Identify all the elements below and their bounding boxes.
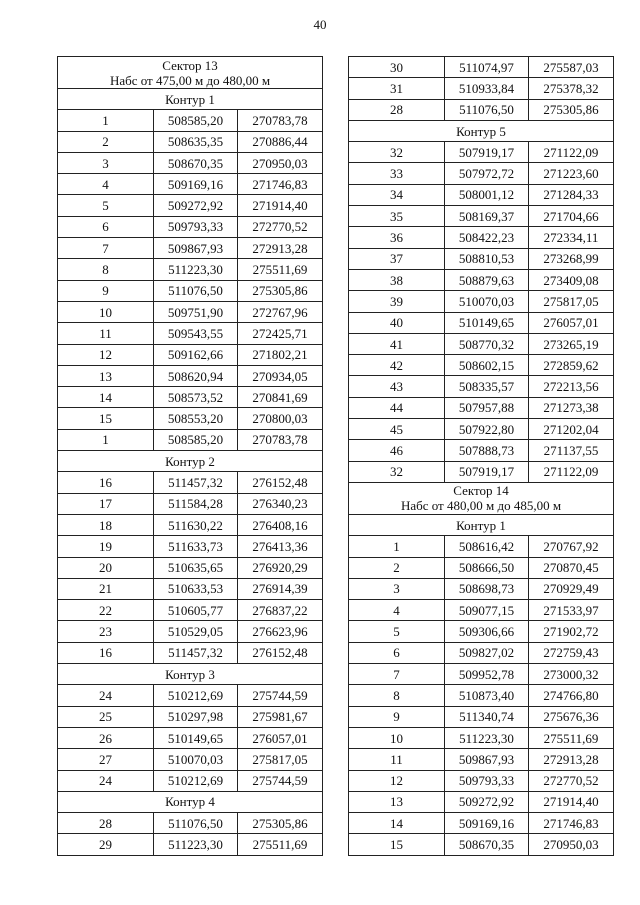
table-row — [58, 131, 323, 152]
point-number-cell: 41 — [349, 333, 445, 354]
coordinate-x-cell: 508169,37 — [445, 206, 529, 227]
table-row — [58, 472, 323, 493]
point-number-cell: 15 — [58, 408, 154, 429]
point-number-cell: 30 — [349, 57, 445, 78]
coordinate-y-cell: 275305,86 — [238, 280, 323, 301]
table-row — [349, 269, 614, 290]
point-number-cell: 31 — [349, 78, 445, 99]
coordinate-y-cell: 270870,45 — [529, 557, 614, 578]
point-number-cell: 29 — [58, 834, 154, 855]
coordinate-x-cell: 508602,15 — [445, 355, 529, 376]
coordinate-x-cell: 510633,53 — [154, 578, 238, 599]
coordinate-y-cell: 272334,11 — [529, 227, 614, 248]
coordinate-x-cell: 507972,72 — [445, 163, 529, 184]
coordinate-y-cell: 271746,83 — [238, 174, 323, 195]
coordinate-x-cell: 507919,17 — [445, 461, 529, 482]
point-number-cell: 17 — [58, 493, 154, 514]
coordinate-y-cell: 271284,33 — [529, 184, 614, 205]
contour-header: Контур 1 — [58, 89, 323, 110]
table-row — [58, 727, 323, 748]
table-row — [349, 184, 614, 205]
table-row — [349, 791, 614, 812]
table-row — [58, 365, 323, 386]
coordinate-y-cell: 276340,23 — [238, 493, 323, 514]
table-row — [58, 323, 323, 344]
table-row — [58, 174, 323, 195]
coordinate-x-cell: 511076,50 — [445, 99, 529, 120]
table-row — [349, 99, 614, 120]
table-row — [349, 727, 614, 748]
coordinate-y-cell: 270934,05 — [238, 365, 323, 386]
coordinate-y-cell: 275817,05 — [238, 749, 323, 770]
point-number-cell: 42 — [349, 355, 445, 376]
table-row — [58, 408, 323, 429]
point-number-cell: 3 — [58, 152, 154, 173]
coordinate-y-cell: 273265,19 — [529, 333, 614, 354]
point-number-cell: 18 — [58, 514, 154, 535]
coordinate-x-cell: 509169,16 — [445, 813, 529, 834]
coordinate-x-cell: 510605,77 — [154, 600, 238, 621]
table-row — [349, 142, 614, 163]
coordinate-x-cell: 511223,30 — [154, 834, 238, 855]
point-number-cell: 7 — [58, 238, 154, 259]
table-row — [349, 536, 614, 557]
coordinate-y-cell: 275378,32 — [529, 78, 614, 99]
coordinate-x-cell: 509867,93 — [445, 749, 529, 770]
contour-header: Контур 4 — [58, 791, 323, 812]
contour-header: Контур 2 — [58, 451, 323, 472]
point-number-cell: 38 — [349, 269, 445, 290]
point-number-cell: 7 — [349, 664, 445, 685]
coordinate-x-cell: 508335,57 — [445, 376, 529, 397]
coordinate-y-cell: 272913,28 — [529, 749, 614, 770]
coordinate-x-cell: 509169,16 — [154, 174, 238, 195]
point-number-cell: 23 — [58, 621, 154, 642]
coordinate-x-cell: 511630,22 — [154, 514, 238, 535]
table-row — [349, 291, 614, 312]
table-row — [349, 685, 614, 706]
table-row — [349, 376, 614, 397]
coordinate-y-cell: 276152,48 — [238, 642, 323, 663]
coordinate-y-cell: 270886,44 — [238, 131, 323, 152]
table-row — [349, 664, 614, 685]
coordinate-y-cell: 270800,03 — [238, 408, 323, 429]
coordinate-x-cell: 508670,35 — [445, 834, 529, 855]
sector-title: Сектор 14 — [453, 483, 509, 499]
coordinate-y-cell: 270783,78 — [238, 110, 323, 131]
table-row — [58, 280, 323, 301]
table-row — [58, 685, 323, 706]
point-number-cell: 5 — [58, 195, 154, 216]
coordinate-y-cell: 272770,52 — [529, 770, 614, 791]
table-row — [349, 770, 614, 791]
coordinate-y-cell: 276152,48 — [238, 472, 323, 493]
table-row — [349, 440, 614, 461]
coordinate-x-cell: 509162,66 — [154, 344, 238, 365]
table-row — [349, 461, 614, 482]
point-number-cell: 12 — [58, 344, 154, 365]
table-row — [349, 312, 614, 333]
point-number-cell: 20 — [58, 557, 154, 578]
coordinate-x-cell: 508635,35 — [154, 131, 238, 152]
coordinate-y-cell: 271914,40 — [529, 791, 614, 812]
coordinate-y-cell: 274766,80 — [529, 685, 614, 706]
coordinate-x-cell: 510149,65 — [154, 727, 238, 748]
sector-elevation-range: Набс от 480,00 м до 485,00 м — [400, 498, 562, 514]
table-row — [58, 706, 323, 727]
coordinate-y-cell: 270950,03 — [529, 834, 614, 855]
coordinate-y-cell: 272859,62 — [529, 355, 614, 376]
point-number-cell: 2 — [58, 131, 154, 152]
coordinates-table-right-body — [349, 57, 614, 856]
coordinate-x-cell: 509867,93 — [154, 238, 238, 259]
point-number-cell: 24 — [58, 770, 154, 791]
point-number-cell: 45 — [349, 419, 445, 440]
coordinate-x-cell: 511457,32 — [154, 642, 238, 663]
table-row — [349, 706, 614, 727]
coordinate-y-cell: 276057,01 — [529, 312, 614, 333]
table-row — [58, 216, 323, 237]
coordinate-x-cell: 508616,42 — [445, 536, 529, 557]
coordinate-y-cell: 275676,36 — [529, 706, 614, 727]
table-row — [349, 834, 614, 855]
coordinate-y-cell: 272770,52 — [238, 216, 323, 237]
table-row — [349, 227, 614, 248]
point-number-cell: 32 — [349, 142, 445, 163]
point-number-cell: 26 — [58, 727, 154, 748]
contour-header-row — [58, 451, 323, 472]
table-row — [58, 152, 323, 173]
sector-elevation-range: Набс от 475,00 м до 480,00 м — [109, 72, 271, 88]
coordinate-x-cell: 508620,94 — [154, 365, 238, 386]
coordinate-x-cell: 509827,02 — [445, 642, 529, 663]
table-row — [349, 78, 614, 99]
point-number-cell: 13 — [58, 365, 154, 386]
coordinate-y-cell: 273268,99 — [529, 248, 614, 269]
coordinate-y-cell: 276057,01 — [238, 727, 323, 748]
table-row — [349, 642, 614, 663]
table-row — [58, 621, 323, 642]
point-number-cell: 39 — [349, 291, 445, 312]
table-row — [349, 813, 614, 834]
coordinate-y-cell: 276920,29 — [238, 557, 323, 578]
table-row — [58, 813, 323, 834]
coordinate-y-cell: 276623,96 — [238, 621, 323, 642]
coordinate-y-cell: 276837,22 — [238, 600, 323, 621]
coordinate-x-cell: 508001,12 — [445, 184, 529, 205]
table-row — [349, 557, 614, 578]
coordinate-x-cell: 509793,33 — [445, 770, 529, 791]
coordinate-x-cell: 508670,35 — [154, 152, 238, 173]
coordinate-x-cell: 510149,65 — [445, 312, 529, 333]
coordinate-x-cell: 508810,53 — [445, 248, 529, 269]
coordinate-y-cell: 275744,59 — [238, 685, 323, 706]
point-number-cell: 36 — [349, 227, 445, 248]
coordinate-y-cell: 271137,55 — [529, 440, 614, 461]
point-number-cell: 10 — [349, 727, 445, 748]
coordinate-y-cell: 275981,67 — [238, 706, 323, 727]
point-number-cell: 15 — [349, 834, 445, 855]
table-row — [58, 749, 323, 770]
point-number-cell: 40 — [349, 312, 445, 333]
coordinate-x-cell: 511457,32 — [154, 472, 238, 493]
coordinate-y-cell: 271122,09 — [529, 142, 614, 163]
table-row — [349, 419, 614, 440]
coordinate-x-cell: 509952,78 — [445, 664, 529, 685]
sector-header-row — [349, 482, 614, 514]
coordinate-y-cell: 271914,40 — [238, 195, 323, 216]
coordinate-x-cell: 511074,97 — [445, 57, 529, 78]
coordinate-y-cell: 275587,03 — [529, 57, 614, 78]
coordinate-y-cell: 276408,16 — [238, 514, 323, 535]
coordinate-x-cell: 510873,40 — [445, 685, 529, 706]
coordinate-y-cell: 271202,04 — [529, 419, 614, 440]
coordinate-y-cell: 275744,59 — [238, 770, 323, 791]
point-number-cell: 12 — [349, 770, 445, 791]
point-number-cell: 14 — [349, 813, 445, 834]
point-number-cell: 32 — [349, 461, 445, 482]
table-row — [58, 834, 323, 855]
table-row — [349, 163, 614, 184]
point-number-cell: 34 — [349, 184, 445, 205]
contour-header-row — [58, 664, 323, 685]
table-row — [349, 749, 614, 770]
table-row — [58, 514, 323, 535]
coordinate-y-cell: 271902,72 — [529, 621, 614, 642]
table-row — [349, 206, 614, 227]
table-row — [58, 387, 323, 408]
coordinate-x-cell: 508553,20 — [154, 408, 238, 429]
coordinate-y-cell: 272767,96 — [238, 301, 323, 322]
point-number-cell: 13 — [349, 791, 445, 812]
point-number-cell: 9 — [349, 706, 445, 727]
coordinate-y-cell: 270767,92 — [529, 536, 614, 557]
table-row — [58, 238, 323, 259]
point-number-cell: 1 — [58, 429, 154, 450]
table-row — [58, 259, 323, 280]
coordinate-y-cell: 271273,38 — [529, 397, 614, 418]
table-row — [58, 578, 323, 599]
point-number-cell: 1 — [349, 536, 445, 557]
coordinate-x-cell: 510070,03 — [154, 749, 238, 770]
point-number-cell: 11 — [349, 749, 445, 770]
point-number-cell: 4 — [349, 600, 445, 621]
table-row — [349, 397, 614, 418]
coordinate-x-cell: 511223,30 — [445, 727, 529, 748]
coordinates-table-left — [57, 56, 323, 856]
point-number-cell: 2 — [349, 557, 445, 578]
point-number-cell: 33 — [349, 163, 445, 184]
point-number-cell: 21 — [58, 578, 154, 599]
contour-header-row — [349, 514, 614, 535]
coordinate-x-cell: 509751,90 — [154, 301, 238, 322]
point-number-cell: 16 — [58, 472, 154, 493]
table-row — [349, 248, 614, 269]
table-row — [58, 344, 323, 365]
table-row — [58, 536, 323, 557]
coordinate-x-cell: 508573,52 — [154, 387, 238, 408]
point-number-cell: 46 — [349, 440, 445, 461]
coordinate-y-cell: 271704,66 — [529, 206, 614, 227]
coordinate-x-cell: 510297,98 — [154, 706, 238, 727]
page-number: 40 — [313, 17, 327, 32]
sector-header-row — [58, 57, 323, 89]
coordinate-x-cell: 508698,73 — [445, 578, 529, 599]
coordinate-x-cell: 510070,03 — [445, 291, 529, 312]
contour-header-row — [58, 89, 323, 110]
coordinate-y-cell: 271746,83 — [529, 813, 614, 834]
coordinate-x-cell: 508770,32 — [445, 333, 529, 354]
coordinate-y-cell: 275305,86 — [238, 813, 323, 834]
coordinate-x-cell: 508879,63 — [445, 269, 529, 290]
table-row — [349, 57, 614, 78]
point-number-cell: 28 — [58, 813, 154, 834]
coordinate-y-cell: 270929,49 — [529, 578, 614, 599]
point-number-cell: 9 — [58, 280, 154, 301]
coordinate-x-cell: 507919,17 — [445, 142, 529, 163]
contour-header: Контур 1 — [349, 514, 614, 535]
coordinate-x-cell: 507922,80 — [445, 419, 529, 440]
coordinate-y-cell: 275511,69 — [238, 259, 323, 280]
point-number-cell: 28 — [349, 99, 445, 120]
point-number-cell: 11 — [58, 323, 154, 344]
point-number-cell: 37 — [349, 248, 445, 269]
coordinate-y-cell: 271802,21 — [238, 344, 323, 365]
coordinate-x-cell: 509306,66 — [445, 621, 529, 642]
table-row — [58, 642, 323, 663]
coordinate-x-cell: 511584,28 — [154, 493, 238, 514]
point-number-cell: 6 — [58, 216, 154, 237]
coordinate-x-cell: 510933,84 — [445, 78, 529, 99]
coordinate-y-cell: 275305,86 — [529, 99, 614, 120]
table-row — [58, 557, 323, 578]
point-number-cell: 14 — [58, 387, 154, 408]
sector-header — [349, 482, 614, 514]
coordinate-x-cell: 508422,23 — [445, 227, 529, 248]
coordinate-x-cell: 507888,73 — [445, 440, 529, 461]
table-row — [58, 301, 323, 322]
coordinate-y-cell: 272425,71 — [238, 323, 323, 344]
coordinate-y-cell: 272759,43 — [529, 642, 614, 663]
table-row — [58, 770, 323, 791]
coordinate-y-cell: 272213,56 — [529, 376, 614, 397]
coordinate-x-cell: 510529,05 — [154, 621, 238, 642]
coordinate-y-cell: 275511,69 — [238, 834, 323, 855]
coordinate-x-cell: 508585,20 — [154, 429, 238, 450]
coordinate-x-cell: 509793,33 — [154, 216, 238, 237]
coordinate-x-cell: 510212,69 — [154, 770, 238, 791]
coordinate-x-cell: 509077,15 — [445, 600, 529, 621]
coordinate-x-cell: 510212,69 — [154, 685, 238, 706]
table-row — [58, 110, 323, 131]
coordinate-x-cell: 509272,92 — [445, 791, 529, 812]
coordinate-y-cell: 275511,69 — [529, 727, 614, 748]
point-number-cell: 22 — [58, 600, 154, 621]
table-row — [58, 600, 323, 621]
point-number-cell: 8 — [58, 259, 154, 280]
coordinate-y-cell: 270783,78 — [238, 429, 323, 450]
contour-header: Контур 5 — [349, 120, 614, 141]
coordinate-x-cell: 508585,20 — [154, 110, 238, 131]
table-row — [58, 195, 323, 216]
point-number-cell: 6 — [349, 642, 445, 663]
coordinate-y-cell: 270950,03 — [238, 152, 323, 173]
point-number-cell: 1 — [58, 110, 154, 131]
coordinate-y-cell: 273409,08 — [529, 269, 614, 290]
contour-header: Контур 3 — [58, 664, 323, 685]
coordinate-y-cell: 275817,05 — [529, 291, 614, 312]
contour-header-row — [58, 791, 323, 812]
coordinate-y-cell: 276914,39 — [238, 578, 323, 599]
coordinate-y-cell: 270841,69 — [238, 387, 323, 408]
coordinate-x-cell: 511340,74 — [445, 706, 529, 727]
coordinate-y-cell: 271122,09 — [529, 461, 614, 482]
coordinate-x-cell: 510635,65 — [154, 557, 238, 578]
table-row — [349, 355, 614, 376]
point-number-cell: 4 — [58, 174, 154, 195]
coordinates-table-left-body — [58, 57, 323, 856]
point-number-cell: 10 — [58, 301, 154, 322]
coordinate-x-cell: 511076,50 — [154, 280, 238, 301]
coordinate-x-cell: 508666,50 — [445, 557, 529, 578]
coordinate-x-cell: 507957,88 — [445, 397, 529, 418]
sector-title: Сектор 13 — [162, 57, 218, 73]
coordinate-y-cell: 272913,28 — [238, 238, 323, 259]
point-number-cell: 35 — [349, 206, 445, 227]
coordinate-x-cell: 511223,30 — [154, 259, 238, 280]
table-row — [349, 578, 614, 599]
coordinate-x-cell: 509272,92 — [154, 195, 238, 216]
coordinates-table-right — [348, 56, 614, 856]
point-number-cell: 43 — [349, 376, 445, 397]
coordinate-y-cell: 271223,60 — [529, 163, 614, 184]
table-row — [349, 333, 614, 354]
contour-header-row — [349, 120, 614, 141]
table-row — [349, 600, 614, 621]
point-number-cell: 19 — [58, 536, 154, 557]
coordinate-x-cell: 511633,73 — [154, 536, 238, 557]
point-number-cell: 5 — [349, 621, 445, 642]
table-row — [58, 493, 323, 514]
point-number-cell: 3 — [349, 578, 445, 599]
coordinate-y-cell: 276413,36 — [238, 536, 323, 557]
table-row — [349, 621, 614, 642]
point-number-cell: 27 — [58, 749, 154, 770]
coordinate-y-cell: 273000,32 — [529, 664, 614, 685]
point-number-cell: 25 — [58, 706, 154, 727]
coordinate-x-cell: 511076,50 — [154, 813, 238, 834]
point-number-cell: 44 — [349, 397, 445, 418]
coordinate-y-cell: 271533,97 — [529, 600, 614, 621]
point-number-cell: 24 — [58, 685, 154, 706]
point-number-cell: 8 — [349, 685, 445, 706]
table-row — [58, 429, 323, 450]
point-number-cell: 16 — [58, 642, 154, 663]
coordinate-x-cell: 509543,55 — [154, 323, 238, 344]
sector-header — [58, 57, 323, 89]
